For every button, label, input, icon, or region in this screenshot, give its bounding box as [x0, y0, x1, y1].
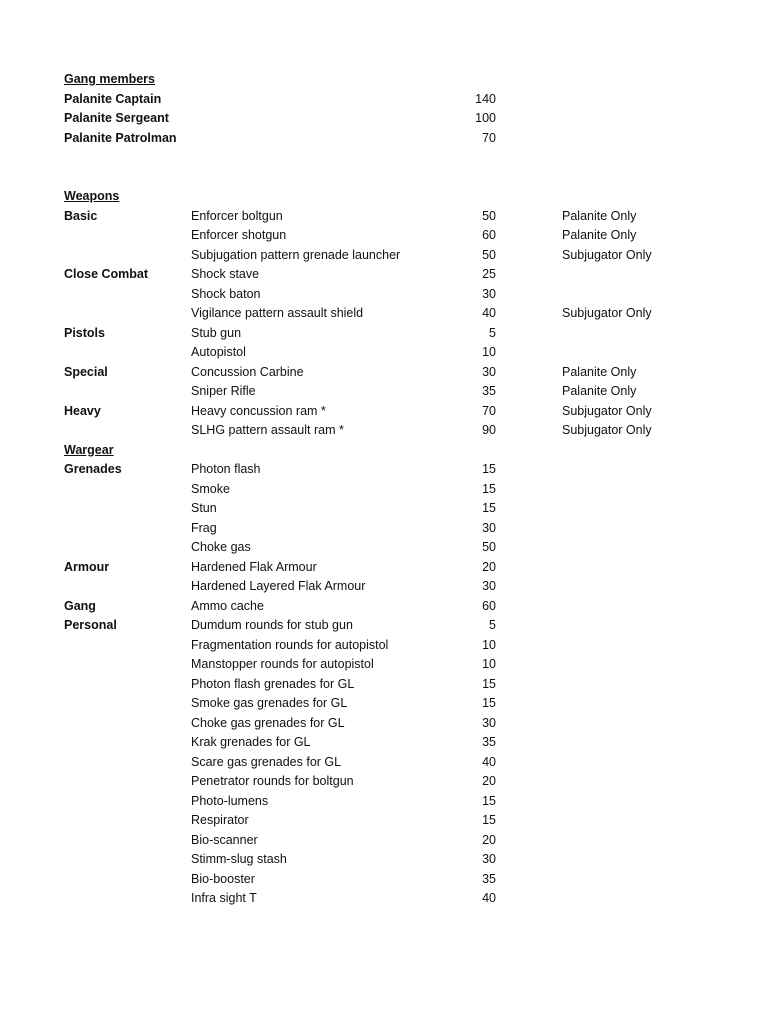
weapon-category: Pistols — [64, 325, 105, 340]
weapon-cost: 30 — [482, 286, 496, 301]
wargear-cost: 15 — [482, 676, 496, 691]
wargear-cost: 30 — [482, 715, 496, 730]
weapon-name: Vigilance pattern assault shield — [191, 306, 364, 320]
weapon-cost: 25 — [482, 267, 496, 281]
wargear-name: Choke gas — [191, 540, 251, 554]
weapon-restriction: Subjugator Only — [562, 306, 652, 320]
member-name: Palanite Sergeant — [64, 111, 169, 125]
weapon-row — [64, 285, 704, 305]
weapon-cost: 5 — [489, 325, 496, 340]
weapon-cost: 60 — [482, 228, 496, 242]
wargear-name: Dumdum rounds for stub gun — [191, 618, 353, 632]
wargear-row — [64, 616, 704, 636]
wargear-cost: 50 — [482, 540, 496, 554]
wargear-row — [64, 811, 704, 831]
weapon-restriction: Palanite Only — [562, 364, 637, 379]
blank-spacer — [64, 148, 704, 187]
member-row — [64, 129, 704, 149]
wargear-row — [64, 870, 704, 890]
wargear-row — [64, 831, 704, 851]
weapon-cost: 40 — [482, 306, 496, 320]
wargear-heading: Wargear — [64, 442, 114, 457]
wargear-row — [64, 850, 704, 870]
wargear-name: Photo-lumens — [191, 793, 269, 808]
weapon-name: Concussion Carbine — [191, 364, 304, 379]
wargear-name: Fragmentation rounds for autopistol — [191, 637, 389, 652]
weapon-row — [64, 246, 704, 266]
wargear-cost: 30 — [482, 520, 496, 535]
wargear-row — [64, 655, 704, 675]
weapon-restriction: Palanite Only — [562, 208, 637, 223]
weapon-cost: 30 — [482, 364, 496, 379]
wargear-row — [64, 694, 704, 714]
wargear-cost: 20 — [482, 832, 496, 847]
weapon-row — [64, 324, 704, 344]
wargear-name: Photon flash grenades for GL — [191, 676, 355, 691]
weapon-name: Stub gun — [191, 325, 242, 340]
wargear-row — [64, 753, 704, 773]
weapon-row — [64, 363, 704, 383]
wargear-row — [64, 772, 704, 792]
wargear-cost: 20 — [482, 774, 496, 788]
price-list — [64, 70, 704, 909]
wargear-row — [64, 636, 704, 656]
wargear-name: Scare gas grenades for GL — [191, 754, 342, 769]
wargear-name: Smoke gas grenades for GL — [191, 696, 348, 710]
wargear-name: Manstopper rounds for autopistol — [191, 657, 374, 671]
wargear-category: Personal — [64, 618, 117, 632]
weapon-name: Sniper Rifle — [191, 384, 256, 398]
wargear-row — [64, 889, 704, 909]
weapon-row — [64, 265, 704, 285]
wargear-row — [64, 597, 704, 617]
weapon-restriction: Subjugator Only — [562, 247, 652, 262]
wargear-cost: 15 — [482, 501, 496, 515]
wargear-cost: 30 — [482, 852, 496, 866]
wargear-name: Infra sight T — [191, 891, 257, 905]
wargear-name: Stimm-slug stash — [191, 852, 287, 866]
weapon-cost: 70 — [482, 403, 496, 418]
weapon-category: Basic — [64, 208, 98, 223]
wargear-row — [64, 480, 704, 500]
wargear-cost: 60 — [482, 598, 496, 613]
wargear-row — [64, 499, 704, 519]
wargear-name: Smoke — [191, 481, 230, 496]
weapon-cost: 90 — [482, 423, 496, 437]
weapons-heading: Weapons — [64, 189, 120, 203]
weapon-row — [64, 421, 704, 441]
wargear-category: Gang — [64, 598, 96, 613]
wargear-cost: 15 — [482, 481, 496, 496]
wargear-row — [64, 519, 704, 539]
gang-members-heading: Gang members — [64, 72, 156, 86]
weapon-name: Enforcer shotgun — [191, 228, 287, 242]
wargear-name: Ammo cache — [191, 598, 264, 613]
wargear-row — [64, 538, 704, 558]
weapon-cost: 10 — [482, 345, 496, 359]
wargear-row — [64, 558, 704, 578]
wargear-category: Armour — [64, 559, 110, 574]
member-cost: 100 — [475, 111, 496, 125]
wargear-row — [64, 792, 704, 812]
section-heading-row — [64, 441, 704, 461]
wargear-row — [64, 714, 704, 734]
wargear-name: Stun — [191, 501, 217, 515]
weapon-restriction: Palanite Only — [562, 384, 637, 398]
section-heading-row — [64, 70, 704, 90]
weapon-name: SLHG pattern assault ram * — [191, 423, 344, 437]
wargear-cost: 5 — [489, 618, 496, 632]
wargear-name: Bio-scanner — [191, 832, 258, 847]
weapon-row — [64, 226, 704, 246]
wargear-name: Frag — [191, 520, 217, 535]
weapon-row — [64, 343, 704, 363]
wargear-cost: 20 — [482, 559, 496, 574]
weapon-category: Close Combat — [64, 267, 149, 281]
wargear-cost: 35 — [482, 735, 496, 749]
wargear-cost: 10 — [482, 637, 496, 652]
weapon-name: Shock stave — [191, 267, 260, 281]
section-heading-row — [64, 187, 704, 207]
wargear-row — [64, 460, 704, 480]
wargear-cost: 30 — [482, 579, 496, 593]
weapon-restriction: Palanite Only — [562, 228, 637, 242]
wargear-cost: 15 — [482, 462, 496, 476]
weapon-restriction: Subjugator Only — [562, 423, 652, 437]
weapon-restriction: Subjugator Only — [562, 403, 652, 418]
weapon-name: Shock baton — [191, 286, 261, 301]
wargear-name: Photon flash — [191, 462, 261, 476]
weapon-cost: 50 — [482, 208, 496, 223]
member-row — [64, 109, 704, 129]
weapon-name: Enforcer boltgun — [191, 208, 283, 223]
wargear-cost: 15 — [482, 793, 496, 808]
wargear-name: Hardened Flak Armour — [191, 559, 317, 574]
member-cost: 140 — [475, 91, 496, 106]
weapon-row — [64, 207, 704, 227]
weapon-row — [64, 402, 704, 422]
weapon-category: Heavy — [64, 403, 101, 418]
member-cost: 70 — [482, 130, 496, 145]
wargear-name: Choke gas grenades for GL — [191, 715, 345, 730]
wargear-cost: 15 — [482, 696, 496, 710]
member-row — [64, 90, 704, 110]
wargear-name: Penetrator rounds for boltgun — [191, 774, 354, 788]
weapon-category: Special — [64, 364, 108, 379]
wargear-category: Grenades — [64, 462, 122, 476]
wargear-name: Krak grenades for GL — [191, 735, 311, 749]
wargear-name: Bio-booster — [191, 871, 255, 886]
weapon-cost: 50 — [482, 247, 496, 262]
weapon-row — [64, 304, 704, 324]
wargear-cost: 40 — [482, 754, 496, 769]
wargear-name: Hardened Layered Flak Armour — [191, 579, 366, 593]
weapon-name: Heavy concussion ram * — [191, 403, 326, 418]
wargear-cost: 15 — [482, 813, 496, 827]
wargear-cost: 40 — [482, 891, 496, 905]
wargear-name: Respirator — [191, 813, 249, 827]
weapon-name: Autopistol — [191, 345, 246, 359]
member-name: Palanite Captain — [64, 91, 162, 106]
member-name: Palanite Patrolman — [64, 130, 177, 145]
weapon-row — [64, 382, 704, 402]
wargear-row — [64, 577, 704, 597]
wargear-cost: 35 — [482, 871, 496, 886]
weapon-cost: 35 — [482, 384, 496, 398]
wargear-row — [64, 675, 704, 695]
wargear-cost: 10 — [482, 657, 496, 671]
weapon-name: Subjugation pattern grenade launcher — [191, 247, 401, 262]
wargear-row — [64, 733, 704, 753]
